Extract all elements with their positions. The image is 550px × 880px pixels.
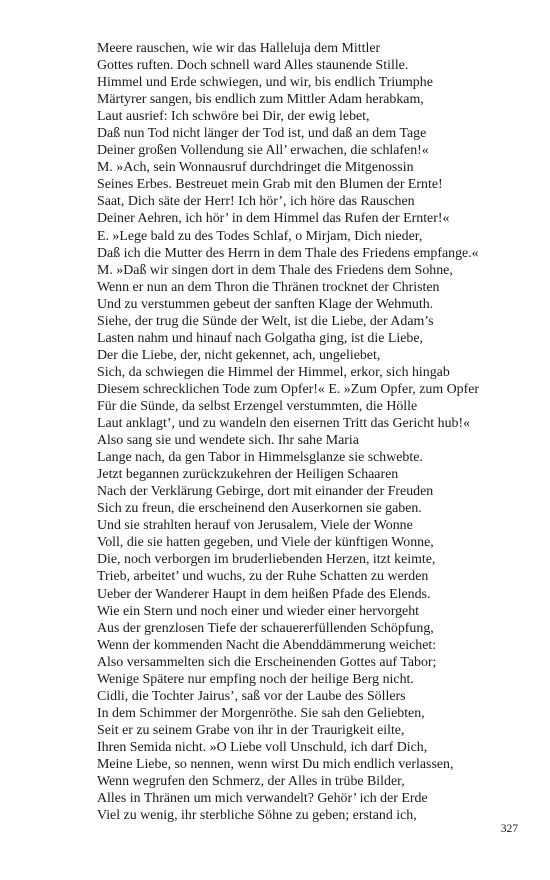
text-line: Laut anklagt’, und zu wandeln den eisernen Tritt das Gericht hub!« <box>97 416 471 432</box>
text-line: Trieb, arbeitet’ und wuchs, zu der Ruhe Schatten zu werden <box>97 569 429 585</box>
text-line: Märtyrer sangen, bis endlich zum Mittler Adam herabkam, <box>97 92 424 108</box>
text-line: Gottes ruften. Doch schnell ward Alles staunende Stille. <box>97 58 409 74</box>
text-line: Alles in Thränen um mich verwandelt? Gehör’ ich der Erde <box>97 791 428 807</box>
text-line: Sich, da schwiegen die Himmel der Himmel, erkor, sich hingab <box>97 364 450 380</box>
text-line: Daß ich die Mutter des Herrn in dem Thale des Friedens empfange.« <box>97 245 479 261</box>
text-line: Jetzt begannen zurückzukehren der Heiligen Schaaren <box>97 467 399 483</box>
text-line: Daß nun Tod nicht länger der Tod ist, und daß an dem Tage <box>97 126 427 142</box>
text-line: Ueber der Wanderer Haupt in dem heißen Pfade des Elends. <box>97 586 431 602</box>
text-line: Wie ein Stern und noch einer und wieder einer hervorgeht <box>97 603 420 619</box>
text-line: Also sang sie und wendete sich. Ihr sahe Maria <box>97 433 359 449</box>
text-line: Wenige Spätere nur empfing noch der heilige Berg nicht. <box>97 671 414 687</box>
text-line: Deiner Aehren, ich hör’ in dem Himmel das Rufen der Ernter!« <box>97 211 450 227</box>
text-line: Der die Liebe, der, nicht gekennet, ach, ungeliebet, <box>97 347 381 363</box>
text-line: Cidli, die Tochter Jairus’, saß vor der Laube des Söllers <box>97 688 406 704</box>
text-line: Sich zu freun, die erscheinend den Auserkornen sie gaben. <box>97 501 422 517</box>
text-line: Viel zu wenig, ihr sterbliche Söhne zu geben; erstand ich, <box>97 808 417 824</box>
text-line: Aus der grenzlosen Tiefe der schauererfüllenden Schöpfung, <box>97 620 434 636</box>
text-line: Lange nach, da gen Tabor in Himmelsglanze sie schwebte. <box>97 450 423 466</box>
text-line: Seit er zu seinem Grabe von ihr in der Traurigkeit eilte, <box>97 722 405 738</box>
text-line: Seines Erbes. Bestreuet mein Grab mit den Blumen der Ernte! <box>97 177 443 193</box>
text-line: Wenn er nun an dem Thron die Thränen trocknet der Christen <box>97 279 440 295</box>
page-number: 327 <box>500 823 518 835</box>
text-line: Voll, die sie hatten gegeben, und Viele der künftigen Wonne, <box>97 535 434 551</box>
text-line: M. »Daß wir singen dort in dem Thale des Friedens dem Sohne, <box>97 262 453 278</box>
text-line: Wenn der kommenden Nacht die Abenddämmerung weichet: <box>97 637 437 653</box>
text-line: Ihren Semida nicht. »O Liebe voll Unschuld, ich darf Dich, <box>97 739 428 755</box>
text-line: Laut ausrief: Ich schwöre bei Dir, der ewig lebet, <box>97 109 370 125</box>
text-line: Saat, Dich säte der Herr! Ich hör’, ich höre das Rauschen <box>97 194 415 210</box>
text-line: In dem Schimmer der Morgenröthe. Sie sah den Geliebten, <box>97 705 425 721</box>
text-line: Deiner großen Vollendung sie All’ erwachen, die schlafen!« <box>97 143 429 159</box>
text-line: Lasten nahm und hinauf nach Golgatha ging, ist die Liebe, <box>97 330 423 346</box>
text-line: Diesem schrecklichen Tode zum Opfer!« E. »Zum Opfer, zum Opfer <box>97 381 479 397</box>
text-line: M. »Ach, sein Wonnausruf durchdringet die Mitgenossin <box>97 160 414 176</box>
text-line: Für die Sünde, da selbst Erzengel verstummten, die Hölle <box>97 398 418 414</box>
text-line: Die, noch verborgen im bruderliebenden Herzen, itzt keimte, <box>97 552 436 568</box>
text-line: E. »Lege bald zu des Todes Schlaf, o Mirjam, Dich nieder, <box>97 228 423 244</box>
text-line: Und sie strahlten herauf von Jerusalem, Viele der Wonne <box>97 518 413 534</box>
poem-text-block <box>97 40 517 824</box>
text-line: Meere rauschen, wie wir das Halleluja dem Mittler <box>97 41 381 56</box>
text-line: Nach der Verklärung Gebirge, dort mit einander der Freuden <box>97 484 434 500</box>
text-line: Himmel und Erde schwiegen, und wir, bis endlich Triumphe <box>97 75 433 91</box>
text-line: Also versammelten sich die Erscheinenden Gottes auf Tabor; <box>97 654 437 670</box>
text-line: Meine Liebe, so nennen, wenn wirst Du mich endlich verlassen, <box>97 756 454 772</box>
text-line: Siehe, der trug die Sünde der Welt, ist die Liebe, der Adam’s <box>97 313 434 329</box>
text-line: Und zu verstummen gebeut der sanften Klage der Wehmuth. <box>97 296 434 312</box>
text-line: Wenn wegrufen den Schmerz, der Alles in trübe Bilder, <box>97 774 405 790</box>
